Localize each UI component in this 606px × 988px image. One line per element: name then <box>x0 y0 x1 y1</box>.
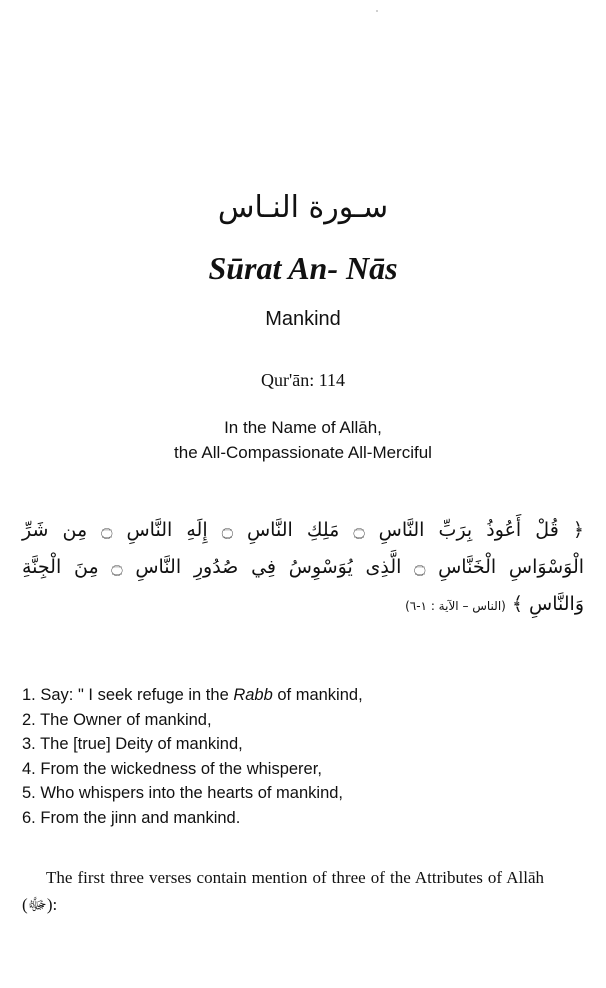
scan-speck <box>376 10 378 12</box>
verse-item <box>22 806 582 831</box>
verse-number: 6. <box>22 808 36 827</box>
verse-number: 3. <box>22 735 36 754</box>
verse-item <box>22 708 582 733</box>
arabic-line-2: الْوَسْوَاسِ الْخَنَّاسِ ۝ الَّذِى يُوَسْوِسُ فِي صُدُورِ النَّاسِ ۝ مِنَ الْجِنَّةِ <box>22 556 585 578</box>
bismillah-line-1: In the Name of Allāh, <box>224 418 382 437</box>
verse-number: 2. <box>22 710 36 729</box>
surah-title: Sūrat An- Nās <box>208 250 398 286</box>
bismillah-line-2: the All-Compassionate All-Merciful <box>174 443 432 462</box>
verse-text: Who whispers into the hearts of mankind, <box>40 784 344 803</box>
surah-arabic-title: سـورة النـاس <box>217 190 389 225</box>
arabic-line-3-text: وَالنَّاسِ ﴾ <box>511 593 584 615</box>
commentary-paragraph: The first three verses contain mention of three of the Attributes of Allāh (ﷻ): <box>22 868 544 914</box>
arabic-verse-block <box>22 512 584 625</box>
verse-text: The Owner of mankind, <box>40 710 212 729</box>
verse-text-start: Say: " I seek refuge in the <box>40 686 234 704</box>
arabic-line-3 <box>22 586 584 625</box>
verse-text: The [true] Deity of mankind, <box>40 735 243 754</box>
verse-translation-list <box>22 683 582 831</box>
verse-item <box>22 757 582 782</box>
verse-number: 4. <box>22 759 36 778</box>
verse-number: 5. <box>22 784 36 803</box>
verse-item <box>22 683 582 708</box>
verse-italic-word: Rabb <box>233 686 273 704</box>
verse-text: From the jinn and mankind. <box>40 808 241 827</box>
bismillah <box>0 415 606 465</box>
verse-item <box>22 781 582 806</box>
arabic-verse-reference: (الناس – الآية : ١-٦) <box>405 599 506 613</box>
verse-text: From the wickedness of the whisperer, <box>40 759 322 778</box>
arabic-line-1: ﴿ قُلْ أَعُوذُ بِرَبِّ النَّاسِ ۝ مَلِكِ النَّاسِ ۝ إِلَهِ النَّاسِ ۝ مِن شَرِّ <box>22 519 585 541</box>
verse-item <box>22 732 582 757</box>
verse-text-end: of mankind, <box>272 686 363 704</box>
verse-number: 1. <box>22 686 36 704</box>
surah-subtitle: Mankind <box>265 308 341 330</box>
quran-reference: Qur'ān: 114 <box>260 370 346 390</box>
